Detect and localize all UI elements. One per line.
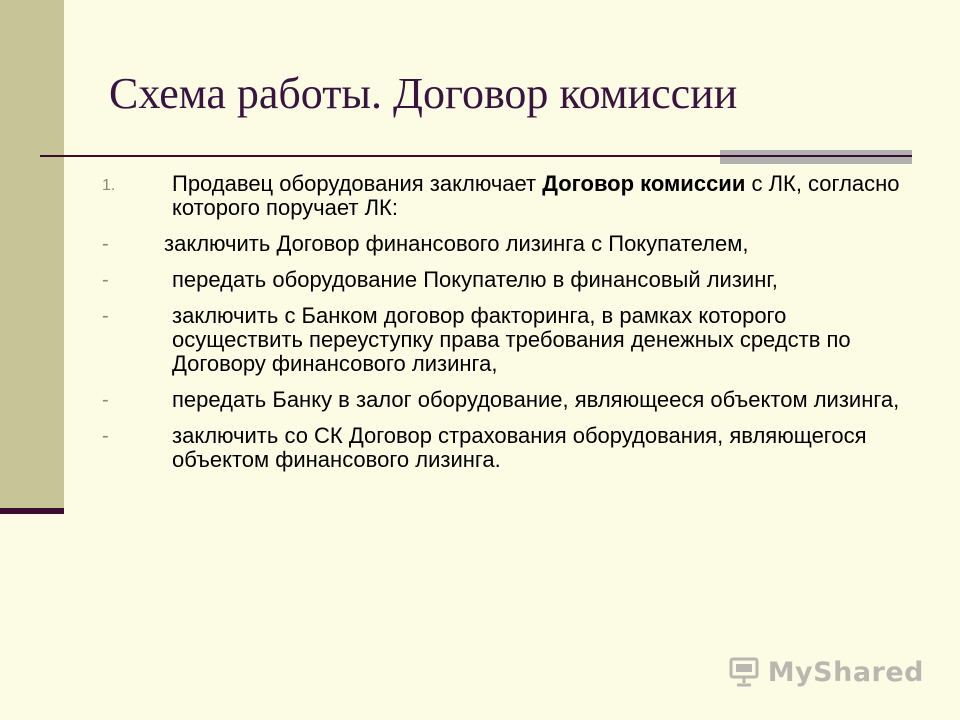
list-item bbox=[100, 424, 910, 472]
bullet-list bbox=[100, 172, 910, 484]
list-item bbox=[100, 232, 910, 256]
list-marker: - bbox=[102, 305, 109, 327]
list-item-text-end: с ЛК, согласно которого поручает ЛК: bbox=[172, 171, 900, 220]
list-item-text: передать Банку в залог оборудование, являющееся объектом лизинга, bbox=[172, 387, 900, 412]
list-item bbox=[100, 172, 910, 220]
title-divider-accent bbox=[720, 150, 912, 164]
list-item-text: заключить Договор финансового лизинга с Покупателем, bbox=[164, 231, 749, 256]
left-bar-accent-line bbox=[0, 508, 64, 514]
watermark-logo bbox=[728, 654, 924, 690]
left-decorative-bar bbox=[0, 0, 64, 510]
list-marker: - bbox=[102, 233, 109, 255]
list-marker: - bbox=[102, 269, 109, 291]
slide-title: Схема работы. Договор комиссии bbox=[109, 69, 738, 118]
list-item bbox=[100, 268, 910, 292]
list-item-text-start: Продавец оборудования заключает bbox=[172, 171, 543, 196]
list-item bbox=[100, 388, 910, 412]
list-item-text: передать оборудование Покупателю в финансовый лизинг, bbox=[172, 267, 778, 292]
list-item-text: заключить с Банком договор факторинга, в рамках которого осуществить переуступку права требования денежных средств по Договору финансового лизинга, bbox=[172, 303, 851, 376]
list-item-text: заключить со СК Договор страхования оборудования, являющегося объектом финансового лизинга. bbox=[172, 423, 867, 472]
list-item-text-bold: Договор комиссии bbox=[542, 171, 746, 196]
list-marker: - bbox=[102, 389, 109, 411]
list-marker: - bbox=[102, 425, 109, 447]
watermark-text: MyShared bbox=[767, 656, 924, 688]
presentation-board-icon bbox=[728, 657, 760, 687]
list-marker: 1. bbox=[102, 177, 116, 194]
list-item bbox=[100, 304, 910, 376]
